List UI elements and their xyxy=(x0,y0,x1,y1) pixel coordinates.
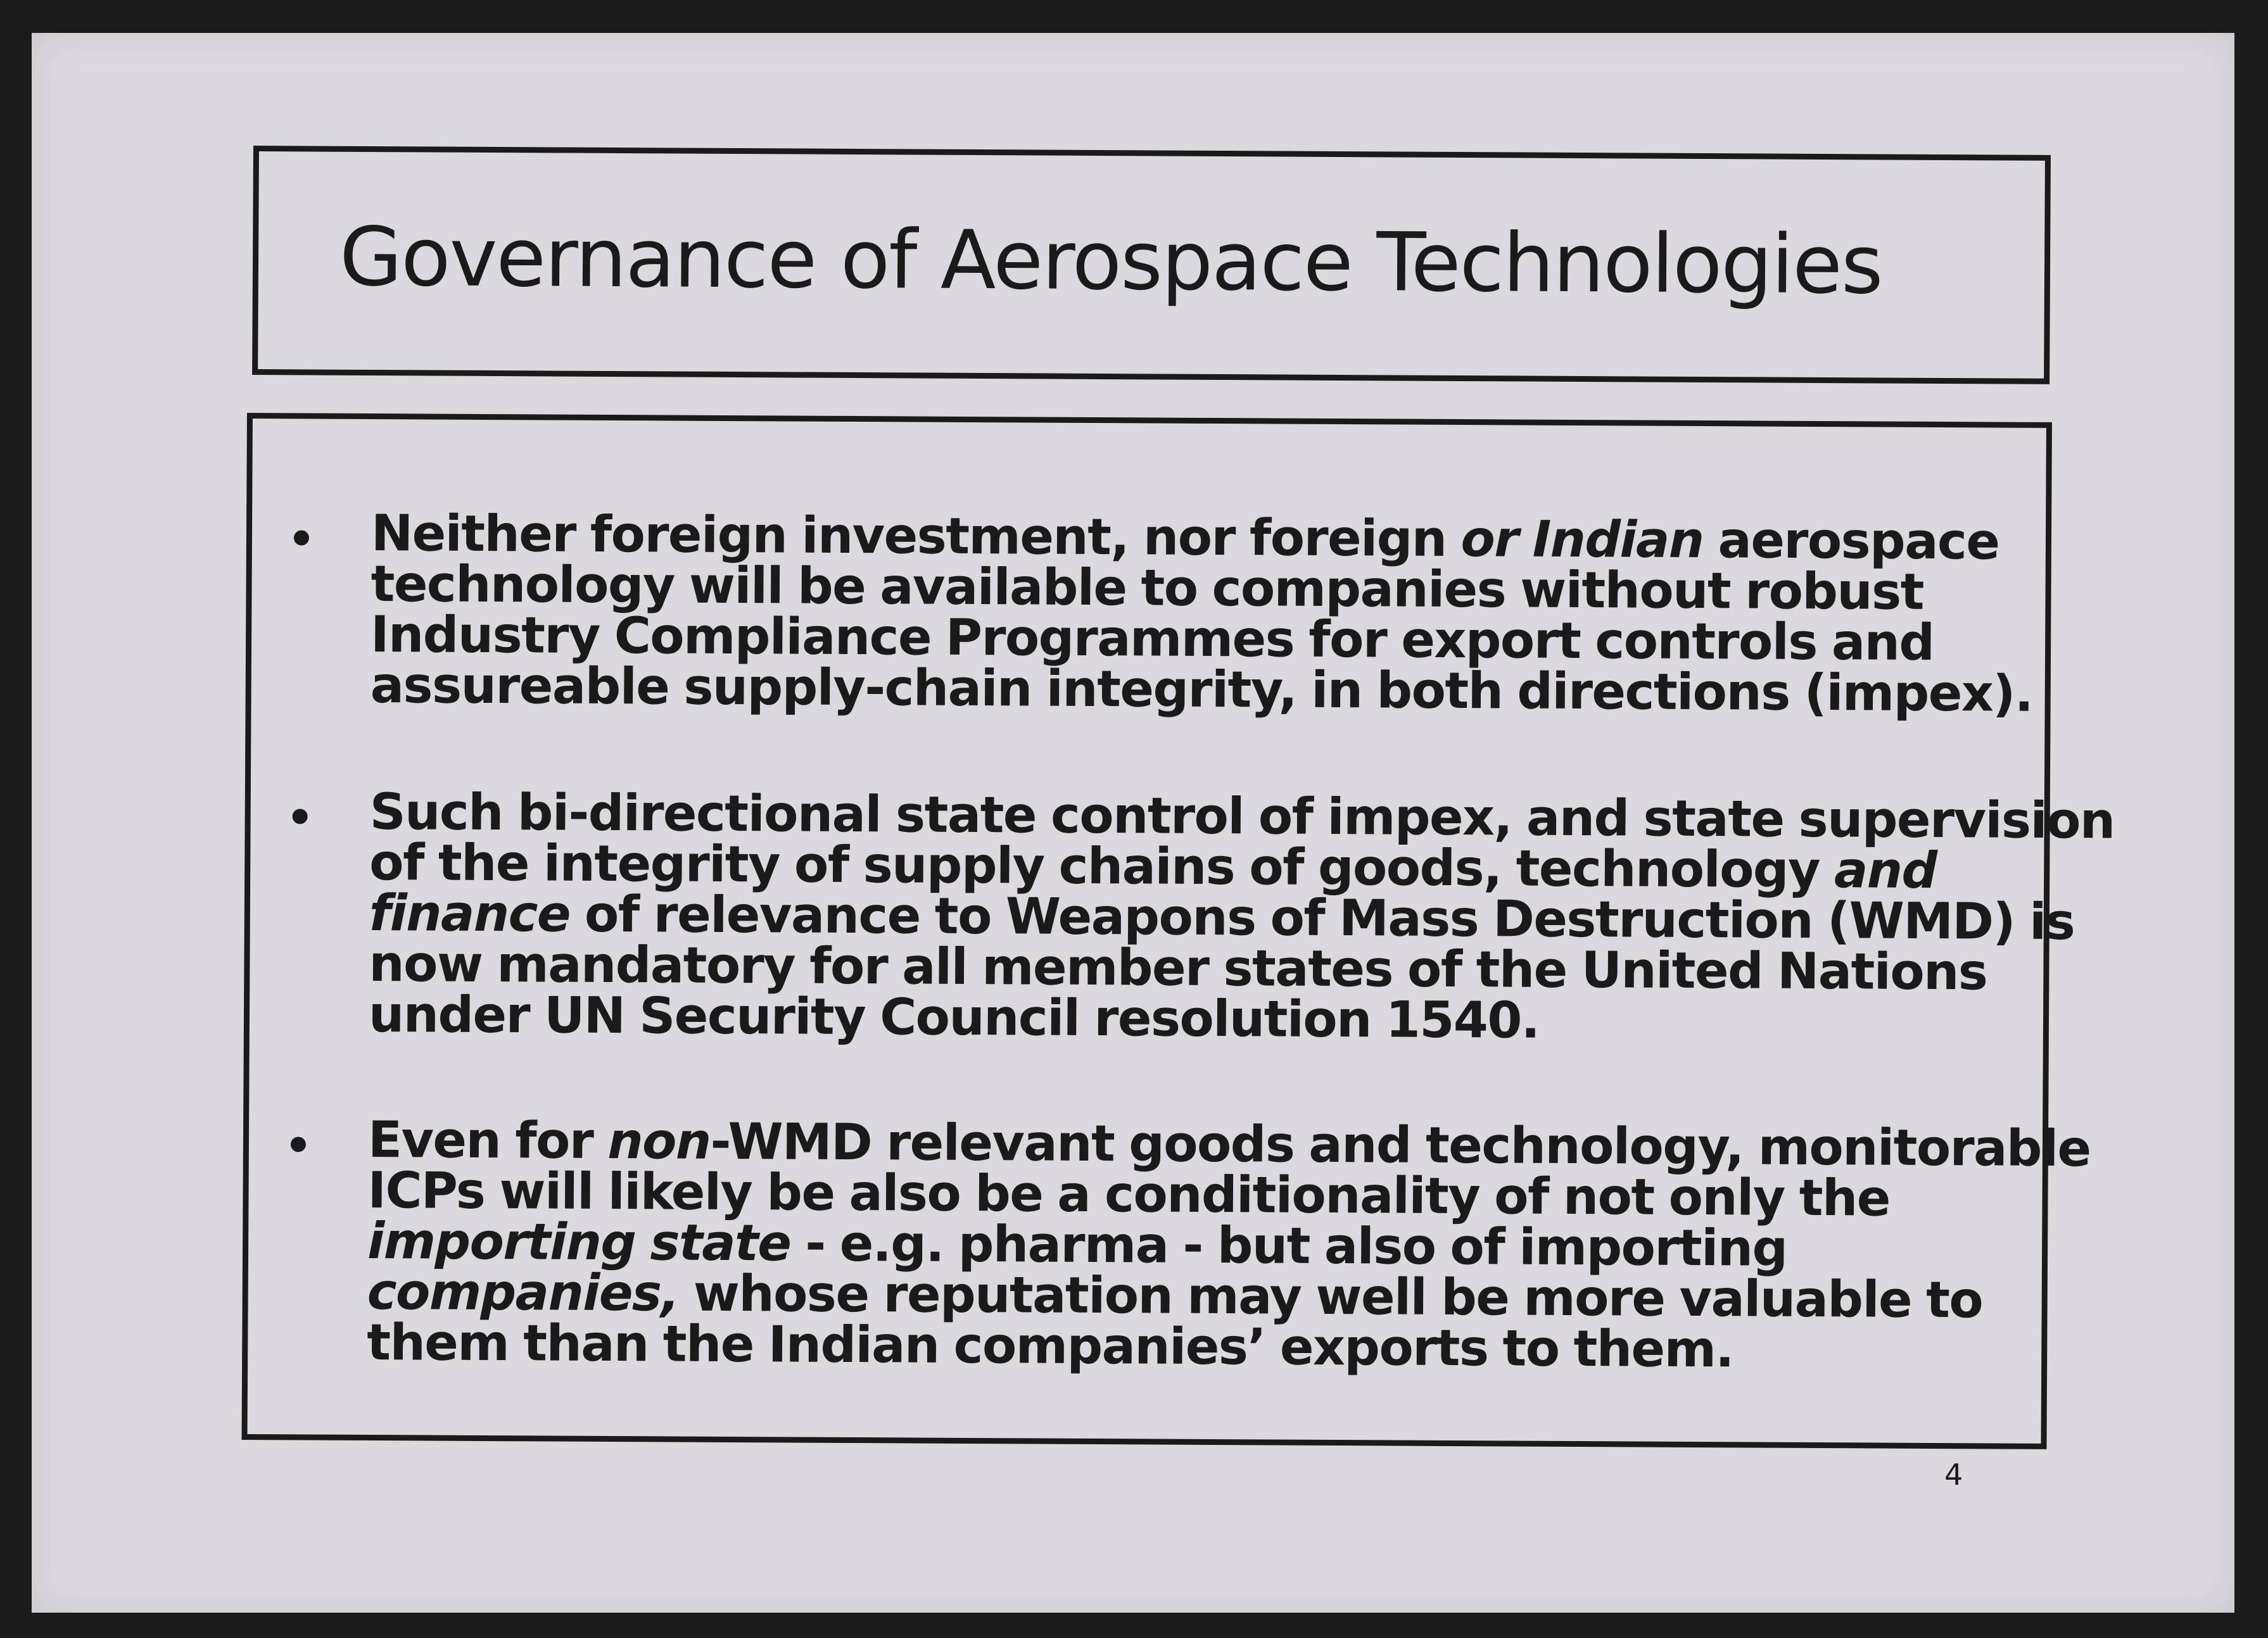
italic-text: companies, xyxy=(367,1263,680,1323)
content-box xyxy=(242,413,2115,1449)
text-run: assureable supply-chain integrity, in both directions (impex). xyxy=(370,656,2033,723)
bullet-list xyxy=(253,419,2115,1379)
text-run: whose reputation may well be more valuable to xyxy=(678,1264,1983,1330)
text-run: - e.g. pharma - but also of importing xyxy=(790,1214,1787,1278)
text-run: Even for xyxy=(367,1111,608,1170)
bullet-item xyxy=(251,783,2115,1050)
italic-text: importing state xyxy=(367,1212,791,1273)
text-run: ICPs will likely be also be a conditionality of not only the xyxy=(367,1161,1891,1228)
text-run: Such bi-directional state control of impex, and state supervision xyxy=(369,783,2115,850)
text-run: of the integrity of supply chains of goods, technology xyxy=(369,833,1835,900)
slide-title: Governance of Aerospace Technologies xyxy=(339,210,1882,313)
bullet-text xyxy=(367,1111,2091,1379)
text-run: Industry Compliance Programmes for export controls and xyxy=(370,605,1934,672)
bullet-dot-icon xyxy=(291,1137,306,1152)
text-run: now mandatory for all member states of the United Nations xyxy=(369,935,1987,1002)
text-run: them than the Indian companies’ exports to them. xyxy=(367,1313,1734,1379)
italic-text: finance xyxy=(369,884,571,943)
text-run: -WMD relevant goods and technology, monitorable xyxy=(710,1112,2091,1178)
bullet-dot-icon xyxy=(294,530,309,545)
bullet-item xyxy=(249,1111,2091,1379)
text-run: aerospace xyxy=(1703,511,1999,571)
italic-text: or Indian xyxy=(1460,510,1704,570)
page-number: 4 xyxy=(1944,1458,1963,1492)
bullet-line xyxy=(370,656,2033,723)
text-run: technology will be available to companies without robust xyxy=(371,555,1924,621)
text-run: of relevance to Weapons of Mass Destruction (WMD) is xyxy=(569,885,2075,952)
italic-text: and xyxy=(1834,841,1937,900)
text-run: under UN Security Council resolution 1540. xyxy=(368,985,1540,1050)
bullet-text xyxy=(370,504,2033,723)
italic-text: non xyxy=(607,1111,711,1171)
bullet-text xyxy=(368,783,2115,1050)
title-box xyxy=(252,146,2051,384)
text-run: Neither foreign investment, nor foreign xyxy=(371,504,1461,569)
bullet-item xyxy=(252,504,2033,723)
slide-paper xyxy=(32,33,2234,1613)
bullet-dot-icon xyxy=(293,809,308,824)
